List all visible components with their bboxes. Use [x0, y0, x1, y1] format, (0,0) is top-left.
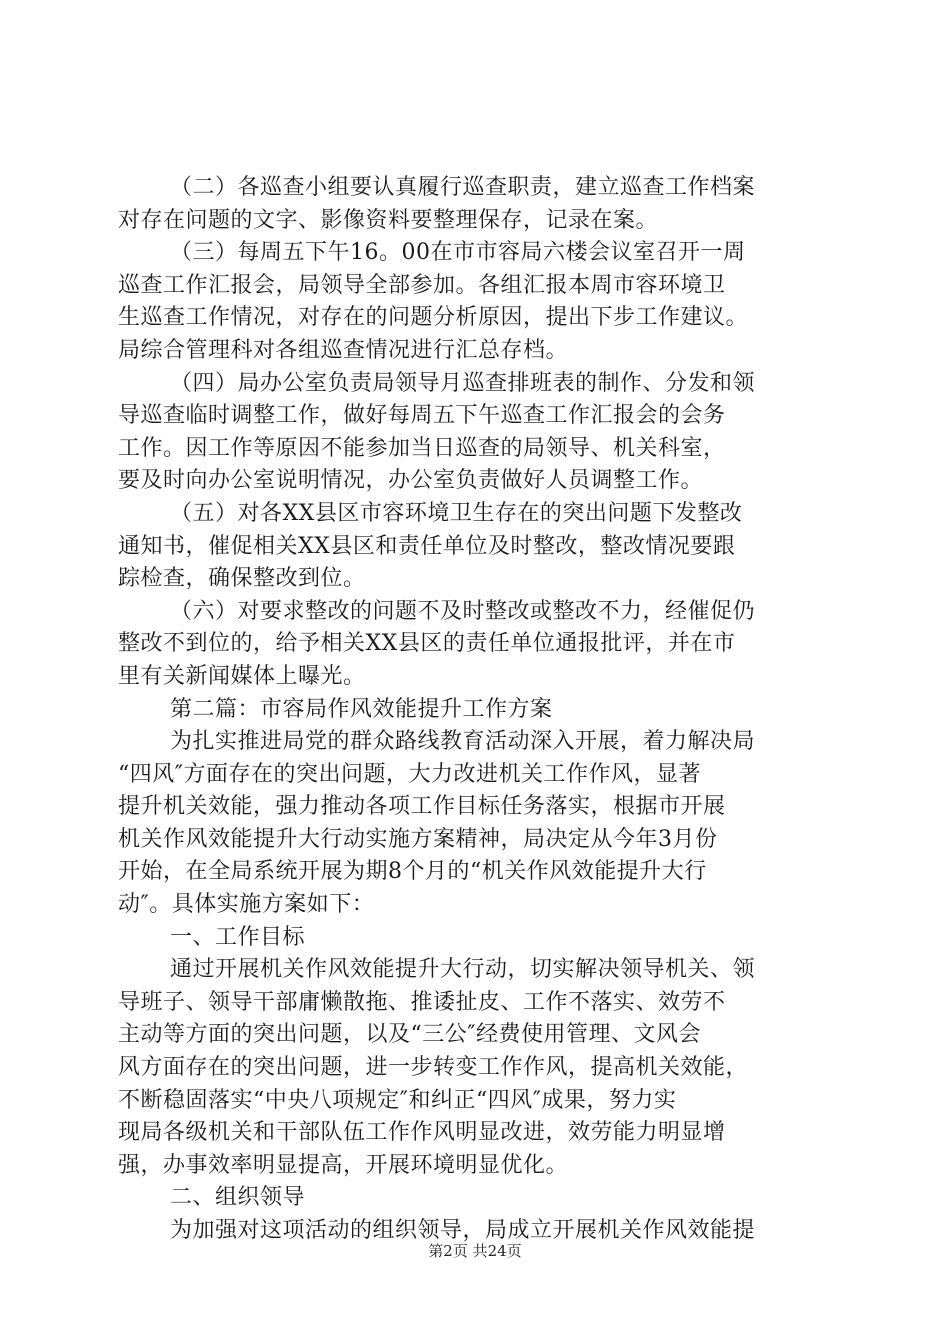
text-line: （三）每周五下午16。00在市市容局六楼会议室召开一周 [170, 240, 746, 266]
text-line: 机关作风效能提升大行动实施方案精神，局决定从今年3月份 [118, 826, 718, 852]
text-line: 主动等方面的突出问题，以及“三公″经费使用管理、文风会 [118, 1022, 701, 1048]
text-line: 现局各级机关和干部队伍工作作风明显改进，效劳能力明显增 [118, 1120, 726, 1146]
text-line: 开始，在全局系统开展为期8个月的“机关作风效能提升大行 [118, 859, 707, 885]
text-line: （二）各巡查小组要认真履行巡查职责，建立巡查工作档案 [170, 175, 756, 200]
text-line: 对存在问题的文字、影像资料要整理保存，记录在案。 [118, 207, 659, 233]
text-line: 二、组织领导 [170, 1185, 306, 1211]
text-line: 踪检查，确保整改到位。 [118, 566, 366, 592]
text-line: 巡查工作汇报会，局领导全部参加。各组汇报本周市容环境卫 [118, 272, 726, 298]
text-line: 强，办事效率明显提高，开展环境明显优化。 [118, 1152, 569, 1178]
text-line: 动″。具体实施方案如下： [118, 892, 375, 918]
page-footer [0, 1241, 950, 1261]
text-line: “四风″方面存在的突出问题，大力改进机关工作作风，显著 [118, 761, 701, 787]
text-line: 为加强对这项活动的组织领导，局成立开展机关作风效能提 [170, 1218, 756, 1243]
text-line: 通过开展机关作风效能提升大行动，切实解决领导机关、领 [170, 957, 756, 983]
text-line: 局综合管理科对各组巡查情况进行汇总存档。 [118, 337, 569, 363]
text-line: （四）局办公室负责局领导月巡查排班表的制作、分发和领 [170, 370, 756, 396]
text-line: （五）对各XX县区市容环境卫生存在的突出问题下发整改 [170, 500, 743, 526]
text-line: 一、工作目标 [170, 924, 306, 950]
text-line: 第二篇：市容局作风效能提升工作方案 [170, 696, 553, 722]
text-line: 生巡查工作情况，对存在的问题分析原因，提出下步工作建议。 [118, 305, 749, 331]
text-line: 导班子、领导干部庸懒散拖、推诿扯皮、工作不落实、效劳不 [118, 989, 726, 1015]
text-line: 要及时向办公室说明情况，办公室负责做好人员调整工作。 [118, 468, 704, 494]
text-line: 提升机关效能，强力推动各项工作目标任务落实，根据市开展 [118, 794, 726, 820]
text-line: 整改不到位的，给予相关XX县区的责任单位通报批评，并在市 [118, 631, 736, 657]
text-line: 为扎实推进局党的群众路线教育活动深入开展，着力解决局 [170, 729, 756, 755]
text-line: 里有关新闻媒体上曝光。 [118, 663, 366, 689]
page-number: 第2页 共24页 [428, 1242, 522, 1260]
text-line: 风方面存在的突出问题，进一步转变工作作风，提高机关效能， [118, 1055, 749, 1081]
text-line: 通知书，催促相关XX县区和责任单位及时整改，整改情况要跟 [118, 533, 736, 559]
document-body [118, 172, 848, 1248]
text-line: 工作。因工作等原因不能参加当日巡查的局领导、机关科室， [118, 435, 726, 461]
text-line: 不断稳固落实“中央八项规定″和纠正“四风″成果，努力实 [118, 1087, 677, 1113]
text-line: （六）对要求整改的问题不及时整改或整改不力，经催促仍 [170, 598, 756, 624]
text-line: 导巡查临时调整工作，做好每周五下午巡查工作汇报会的会务 [118, 403, 726, 429]
